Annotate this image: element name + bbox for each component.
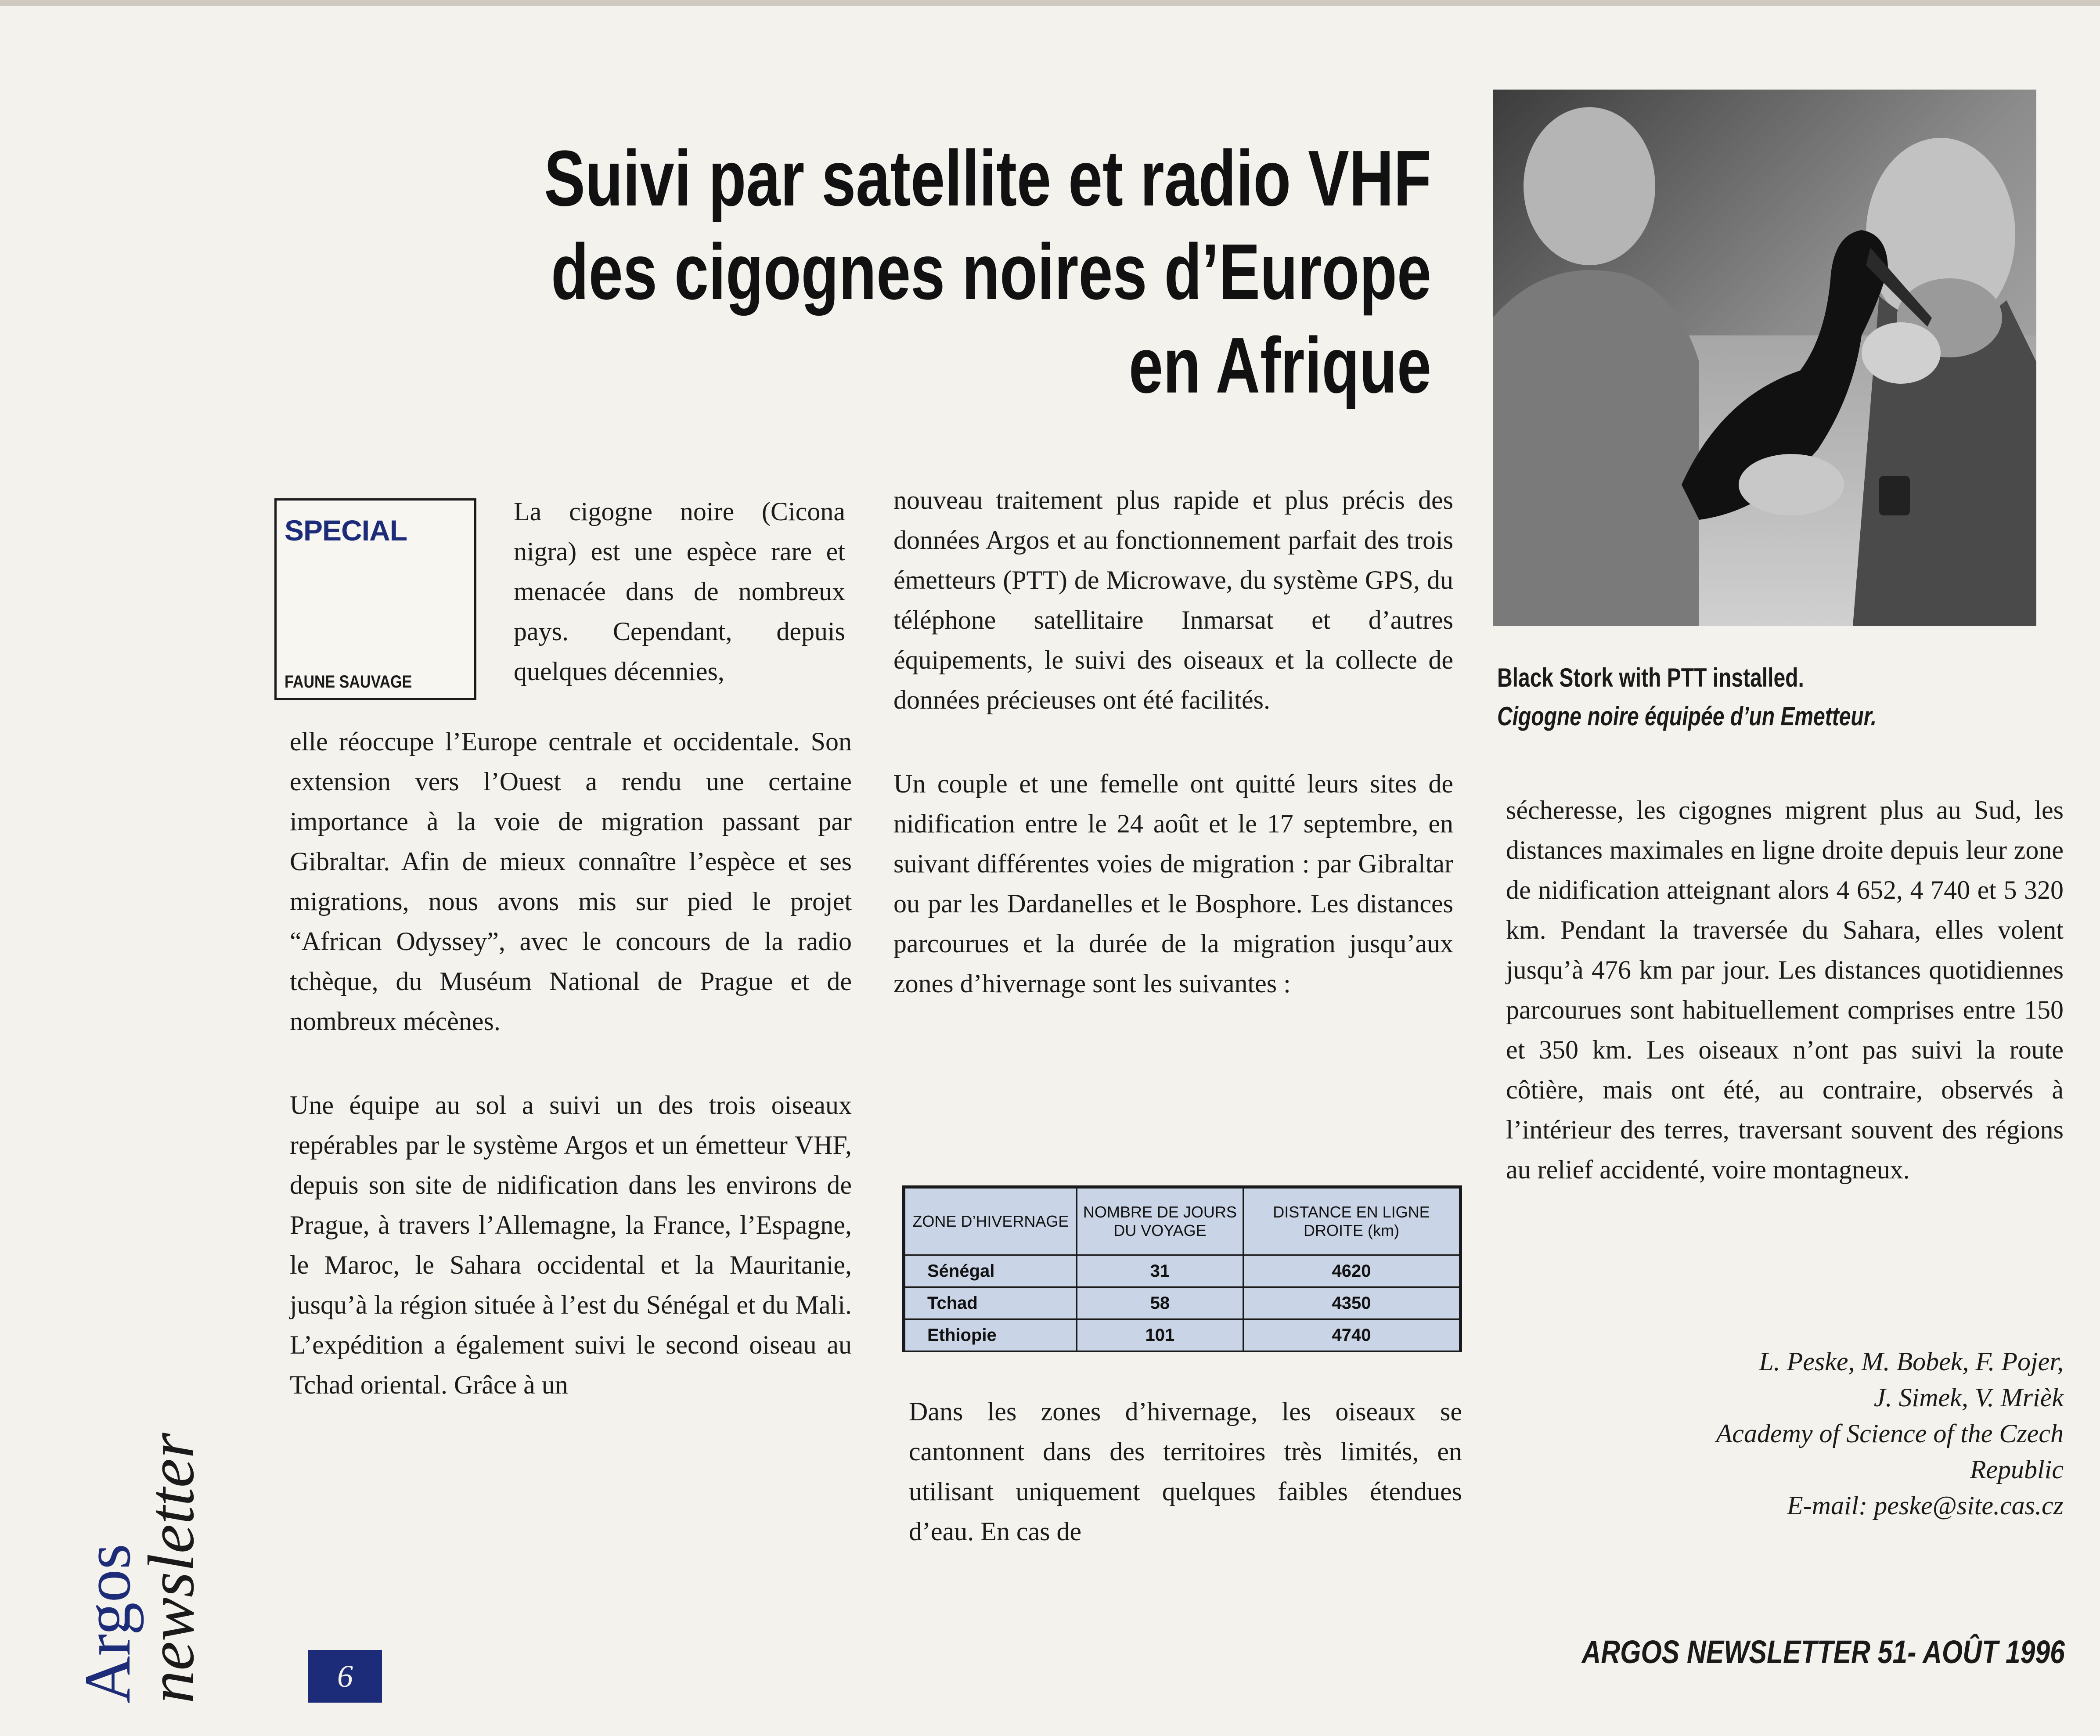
column-1-intro <box>514 492 845 692</box>
cell-days: 58 <box>1077 1287 1243 1319</box>
paragraph-migration: Un couple et une femelle ont quitté leurs sites de nidification entre le 24 août et le 17 septembre, en suivant différentes voies de migration : par Gibraltar ou par les Dardanelles et le Bosphore. Les distances parcourues et la durée de la migration jusqu’aux zones d’hivernage sont les suivantes : <box>893 769 1453 998</box>
cell-zone: Sénégal <box>905 1255 1077 1287</box>
migration-table <box>902 1185 1462 1352</box>
column-2 <box>893 480 1453 1004</box>
column-2-bottom <box>909 1392 1462 1552</box>
title-line-1: Suivi par satellite et radio VHF <box>544 134 1431 223</box>
paragraph-expedition: Une équipe au sol a suivi un des trois oiseaux repérables par le système Argos et un émetteur VHF, depuis son site de nidification dans les environs de Prague, à travers l’Allemagne, la France, l’Espagne, le Maroc, le Sahara occidental et la Mauritanie, jusqu’à la région située à l’est du Sénégal et du Mali. L’expédition a également suivi le second oiseau au Tchad oriental. Grâce à un <box>290 1091 852 1399</box>
caption-french: Cigogne noire équipée d’un Emetteur. <box>1497 702 1877 731</box>
header-distance: DISTANCE EN LIGNE DROITE (km) <box>1243 1188 1460 1255</box>
cell-distance: 4620 <box>1243 1255 1460 1287</box>
intro-paragraph: La cigogne noire (Cicona nigra) est une espèce rare et menacée dans de nombreux pays. Cependant, depuis quelques décennies, <box>514 497 845 686</box>
affiliation-line: Academy of Science of the Czech <box>1716 1419 2064 1448</box>
authors-line: J. Simek, V. Mrièk <box>1873 1383 2064 1412</box>
intro-continued: elle réoccupe l’Europe centrale et occidentale. Son extension vers l’Ouest a rendu une certaine importance à la voie de migration passant par Gibraltar. Afin de mieux connaître l’espèce et ses migrations, nous avons mis sur pied le projet “African Odyssey”, avec le concours de la radio tchèque, du Muséum National de Prague et de nombreux mécènes. <box>290 727 852 1036</box>
email-line: E-mail: peske@site.cas.cz <box>1787 1491 2064 1520</box>
table-row <box>905 1319 1460 1351</box>
page-number: 6 <box>308 1650 382 1703</box>
cell-distance: 4740 <box>1243 1319 1460 1351</box>
special-section-box <box>274 498 476 700</box>
article-title <box>507 132 1431 412</box>
affiliation-line: Republic <box>1970 1455 2064 1484</box>
cell-days: 101 <box>1077 1319 1243 1351</box>
photo-caption <box>1497 659 1954 736</box>
argos-newsletter-logo <box>71 1433 208 1704</box>
publication-footer: ARGOS NEWSLETTER 51- AOÛT 1996 <box>1581 1634 2065 1670</box>
paragraph-wintering: Dans les zones d’hivernage, les oiseaux se cantonnent dans des territoires très limités, en utilisant uniquement quelques faibles étendues d’eau. En cas de <box>909 1397 1462 1546</box>
cell-days: 31 <box>1077 1255 1243 1287</box>
title-line-3: en Afrique <box>1128 321 1431 410</box>
header-zone: ZONE D’HIVERNAGE <box>905 1188 1077 1255</box>
table-row <box>905 1287 1460 1319</box>
column-3 <box>1506 790 2064 1190</box>
brand-newsletter: newsletter <box>135 1433 208 1704</box>
cell-distance: 4350 <box>1243 1287 1460 1319</box>
header-days: NOMBRE DE JOURS DU VOYAGE <box>1077 1188 1243 1255</box>
table-row <box>905 1255 1460 1287</box>
authors-line: L. Peske, M. Bobek, F. Pojer, <box>1759 1347 2064 1376</box>
paragraph-drought: sécheresse, les cigognes migrent plus au Sud, les distances maximales en ligne droite depuis leur zone de nidification atteignant alors 4 652, 4 740 et 5 320 km. Pendant la traversée du Sahara, elles volent jusqu’à 476 km par jour. Les distances quotidiennes parcourues sont habituellement comprises entre 150 et 350 km. Les oiseaux n’ont pas suivi la route côtière, mais ont été, au contraire, observés à l’intérieur des terres, traversant souvent des régions au relief accidenté, voire montagneux. <box>1506 796 2064 1184</box>
author-credits <box>1515 1343 2064 1524</box>
stork-photo-illustration <box>1493 90 2036 626</box>
special-label: SPECIAL <box>285 514 407 547</box>
brand-argos: Argos <box>71 1544 144 1704</box>
cell-zone: Tchad <box>905 1287 1077 1319</box>
category-label: FAUNE SAUVAGE <box>285 672 412 692</box>
paragraph-processing: nouveau traitement plus rapide et plus précis des données Argos et au fonctionnement parfait des trois émetteurs (PTT) de Microwave, du système GPS, du téléphone satellitaire Inmarsat et d’autres équipements, le suivi des oiseaux et la collecte de données précieuses ont été facilités. <box>893 486 1453 714</box>
caption-english: Black Stork with PTT installed. <box>1497 663 1804 692</box>
cell-zone: Ethiopie <box>905 1319 1077 1351</box>
column-1 <box>290 722 852 1405</box>
title-line-2: des cigognes noires d’Europe <box>551 228 1431 316</box>
stork-photo <box>1493 90 2036 626</box>
table-header-row <box>905 1188 1460 1255</box>
